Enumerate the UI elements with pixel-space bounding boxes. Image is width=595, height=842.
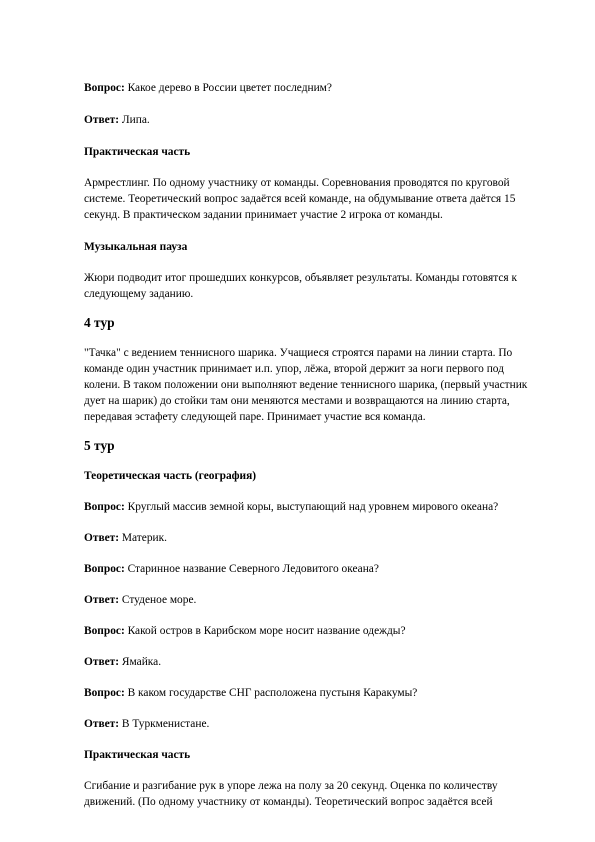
question-5	[84, 685, 530, 701]
question-text: Старинное название Северного Ледовитого океана?	[124, 563, 379, 575]
practical-part-heading-1: Практическая часть	[84, 146, 191, 158]
answer-label: Ответ:	[84, 656, 120, 668]
music-pause-text: Жюри подводит итог прошедших конкурсов, объявляет результаты. Команды готовятся к следующему заданию.	[84, 272, 518, 300]
answer-text: Ямайка.	[119, 656, 162, 668]
question-text: В каком государстве СНГ расположена пустыня Каракумы?	[124, 687, 418, 699]
question-label: Вопрос:	[84, 82, 125, 94]
answer-4	[84, 654, 530, 670]
question-text: Какое дерево в России цветет последним?	[124, 82, 332, 94]
answer-text: В Туркменистане.	[119, 718, 210, 730]
theory-part-heading: Теоретическая часть (география)	[84, 470, 257, 482]
question-4	[84, 623, 530, 639]
practical-part-text-2: Сгибание и разгибание рук в упоре лежа на полу за 20 секунд. Оценка по количеству движений. (По одному участнику от команды). Теоретический вопрос задаётся всей	[84, 780, 498, 808]
question-1	[84, 80, 530, 96]
practical-part-heading-2: Практическая часть	[84, 749, 191, 761]
document-content	[84, 80, 530, 810]
tour-4-text: "Тачка" с ведением теннисного шарика. Учащиеся строятся парами на линии старта. По команде один участник принимает и.п. упор, лёжа, второй держит за ноги первого под колени. В таком положении они выполняют ведение теннисного шарика, (первый участник дует на шарик) до стойки там они меняются местами и возвращаются на линию старта, передавая эстафету следующей паре. Принимает участие вся команда.	[84, 347, 528, 423]
answer-label: Ответ:	[84, 114, 120, 126]
question-label: Вопрос:	[84, 687, 125, 699]
question-label: Вопрос:	[84, 501, 125, 513]
answer-1	[84, 112, 530, 128]
answer-text: Липа.	[119, 114, 150, 126]
question-2	[84, 499, 530, 515]
question-label: Вопрос:	[84, 563, 125, 575]
practical-part-text-1: Армрестлинг. По одному участнику от команды. Соревнования проводятся по круговой системе. Теоретический вопрос задаётся всей команде, на обдумывание ответа даётся 15 секунд. В практическом задании принимает участие 2 игрока от команды.	[84, 177, 516, 221]
music-pause-heading: Музыкальная пауза	[84, 241, 188, 253]
question-text: Какой остров в Карибском море носит название одежды?	[124, 625, 406, 637]
answer-label: Ответ:	[84, 594, 120, 606]
answer-text: Материк.	[119, 532, 168, 544]
answer-text: Студеное море.	[119, 594, 197, 606]
answer-3	[84, 592, 530, 608]
answer-label: Ответ:	[84, 532, 120, 544]
answer-2	[84, 530, 530, 546]
tour-4-heading: 4 тур	[84, 315, 115, 330]
question-3	[84, 561, 530, 577]
answer-5	[84, 716, 530, 732]
tour-5-heading: 5 тур	[84, 438, 115, 453]
question-text: Круглый массив земной коры, выступающий над уровнем мирового океана?	[124, 501, 499, 513]
answer-label: Ответ:	[84, 718, 120, 730]
question-label: Вопрос:	[84, 625, 125, 637]
